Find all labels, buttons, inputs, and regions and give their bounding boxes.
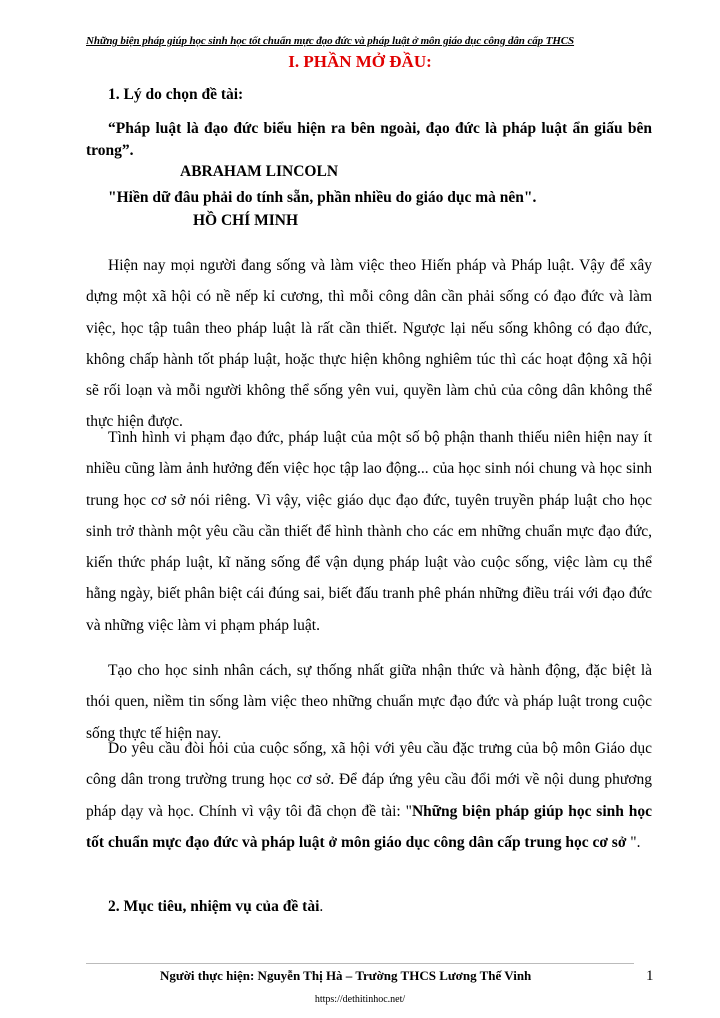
paragraph-4-topic: Những biện pháp giúp học sinh học tốt chuẩn mực đạo đức và pháp luật ở môn giáo dục công dân cấp trung học cơ sở	[86, 802, 652, 851]
paragraph-4-end: ".	[626, 833, 641, 851]
paragraph-4	[86, 733, 652, 858]
footer-divider	[86, 963, 634, 964]
heading-objectives-text: 2. Mục tiêu, nhiệm vụ của đề tài	[108, 898, 320, 915]
paragraph-3: Tạo cho học sinh nhân cách, sự thống nhất giữa nhận thức và hành động, đặc biệt là thói quen, niềm tin sống làm việc theo những chuẩn mực đạo đức và pháp luật trong cuộc sống thực tế hiện nay.	[86, 662, 652, 742]
quote-author-ho-chi-minh: HỒ CHÍ MINH	[193, 212, 299, 229]
running-header: Những biện pháp giúp học sinh học tốt chuẩn mực đạo đức và pháp luật ở môn giáo dục công dân cấp THCS	[86, 35, 575, 47]
page-number: 1	[646, 968, 654, 984]
quote-ho-chi-minh: "Hiền dữ đâu phải do tính sẵn, phần nhiều do giáo dục mà nên".	[108, 189, 537, 206]
heading-reason: 1. Lý do chọn đề tài:	[108, 86, 244, 103]
heading-objectives: 2. Mục tiêu, nhiệm vụ của đề tài.	[108, 898, 324, 915]
paragraph-2: Tình hình vi phạm đạo đức, pháp luật của một số bộ phận thanh thiếu niên hiện nay ít nhiều cũng làm ảnh hưởng đến việc học tập lao động... của học sinh nói chung và học sinh trung học cơ sở nói riêng. Vì vậy, việc giáo dục đạo đức, tuyên truyền pháp luật cho học sinh trở thành một yêu cầu cần thiết để hình thành cho các em những chuẩn mực đạo đức, kiến thức pháp luật, kĩ năng sống để vận dụng pháp luật vào cuộc sống, việc làm cụ thể hằng ngày, biết phân biệt cái đúng sai, biết đấu tranh phê phán những điều trái với đạo đức và những việc làm vi phạm pháp luật.	[86, 429, 652, 634]
paragraph-1: Hiện nay mọi người đang sống và làm việc theo Hiến pháp và Pháp luật. Vậy để xây dựng một xã hội có nề nếp kỉ cương, thì mỗi công dân cần phải sống có đạo đức và làm việc, học tập tuân theo pháp luật là rất cần thiết. Ngược lại nếu sống không có đạo đức, không chấp hành tốt pháp luật, hoặc thực hiện không nghiêm túc thì các hoạt động xã hội sẽ rối loạn và mỗi người không thể sống yên vui, quyền làm chủ của công dân không thể thực hiện được.	[86, 257, 652, 431]
quote-lincoln: “Pháp luật là đạo đức biểu hiện ra bên ngoài, đạo đức là pháp luật ẩn giấu bên trong”.	[86, 120, 652, 159]
footer-author: Người thực hiện: Nguyễn Thị Hà – Trường THCS Lương Thế Vinh	[160, 968, 532, 983]
section-title: I. PHẦN MỞ ĐẦU:	[288, 52, 432, 71]
quote-author-lincoln: ABRAHAM LINCOLN	[180, 163, 339, 180]
paragraph-4-start: Do yêu cầu đòi hỏi của cuộc sống, xã hội với yêu cầu đặc trưng của bộ môn Giáo dục công dân trong trường trung học cơ sở. Để đáp ứng yêu cầu đổi mới về nội dung phương pháp dạy và học. Chính vì vậy tôi đã chọn đề tài: "	[86, 740, 652, 820]
footer-url[interactable]: https://dethitinhoc.net/	[314, 994, 406, 1005]
